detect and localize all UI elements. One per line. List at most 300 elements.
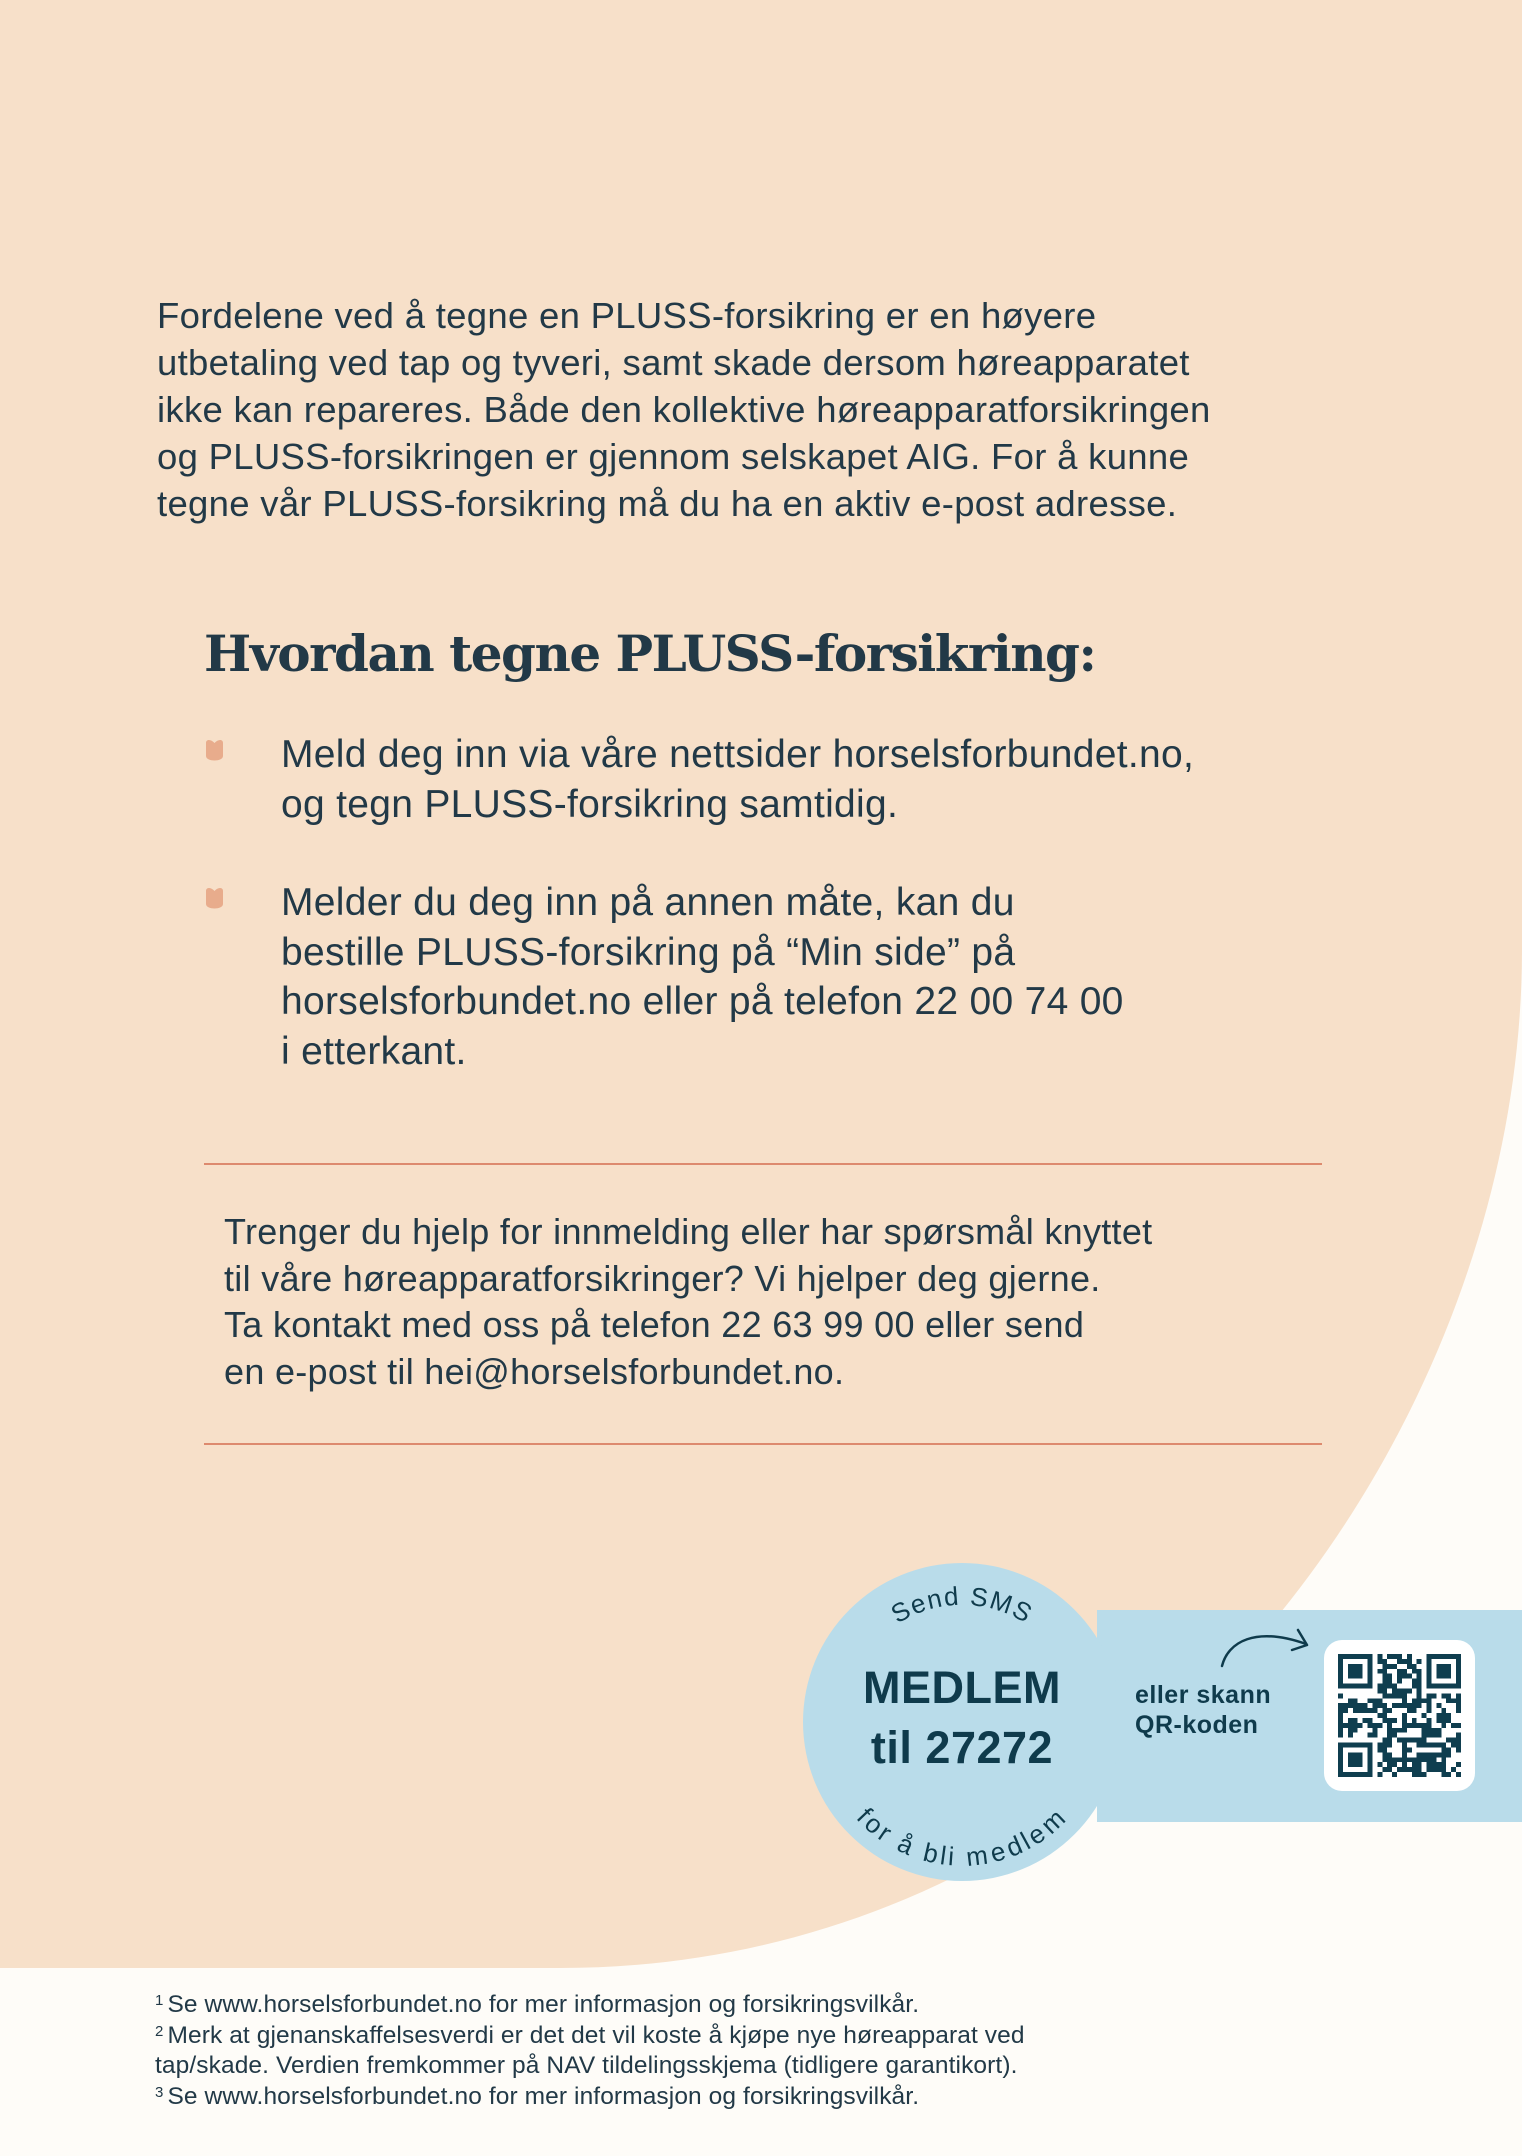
qr-module (1422, 1728, 1427, 1733)
qr-module (1407, 1738, 1412, 1743)
qr-module (1412, 1703, 1417, 1708)
qr-module (1392, 1703, 1397, 1708)
qr-module (1441, 1752, 1446, 1757)
qr-module (1412, 1664, 1417, 1669)
qr-module (1397, 1767, 1402, 1772)
qr-module (1368, 1718, 1373, 1723)
qr-module (1377, 1723, 1382, 1728)
qr-module (1422, 1752, 1427, 1757)
footnote-1 (155, 1990, 1025, 2021)
qr-module (1427, 1767, 1432, 1772)
qr-module (1358, 1703, 1363, 1708)
qr-module (1417, 1659, 1422, 1664)
qr-module (1446, 1772, 1451, 1777)
qr-module (1338, 1772, 1372, 1777)
qr-module (1422, 1772, 1427, 1777)
qr-module (1422, 1733, 1427, 1738)
qr-module (1368, 1733, 1373, 1738)
qr-module (1402, 1698, 1407, 1703)
qr-module (1397, 1659, 1402, 1664)
qr-module (1382, 1688, 1387, 1693)
qr-module (1397, 1693, 1402, 1698)
qr-module (1412, 1718, 1417, 1723)
qr-module (1372, 1698, 1377, 1703)
qr-module (1338, 1703, 1343, 1708)
qr-module (1402, 1669, 1407, 1674)
qr-module (1407, 1767, 1412, 1772)
sms-number: til 27272 (870, 1722, 1054, 1773)
qr-module (1427, 1718, 1432, 1723)
qr-module (1456, 1698, 1461, 1703)
qr-module (1427, 1733, 1432, 1738)
qr-module (1392, 1688, 1397, 1693)
qr-module (1422, 1757, 1427, 1762)
qr-module (1441, 1772, 1446, 1777)
list-item-line: Meld deg inn via våre nettsider horselsforbundet.no, (281, 733, 1195, 776)
intro-line: og PLUSS-forsikringen er gjennom selskapet AIG. For å kunne (157, 436, 1190, 477)
qr-module (1412, 1684, 1417, 1689)
qr-module (1382, 1738, 1387, 1743)
qr-module (1392, 1693, 1397, 1698)
qr-module (1397, 1703, 1402, 1708)
qr-module (1422, 1743, 1427, 1748)
qr-code[interactable] (1324, 1640, 1475, 1791)
qr-module (1402, 1723, 1407, 1728)
qr-module (1412, 1679, 1417, 1684)
scan-line-1: eller skann (1135, 1681, 1272, 1709)
qr-module (1407, 1674, 1412, 1679)
qr-module (1412, 1698, 1417, 1703)
footnote-3 (155, 2082, 1025, 2113)
contact-line: en e-post til hei@horselsforbundet.no. (224, 1350, 845, 1392)
qr-module (1412, 1767, 1417, 1772)
qr-module (1338, 1733, 1343, 1738)
qr-module (1446, 1738, 1451, 1743)
qr-module (1382, 1708, 1387, 1713)
curved-arrow-icon (1210, 1620, 1320, 1676)
qr-module (1402, 1693, 1407, 1698)
qr-module (1436, 1762, 1441, 1767)
qr-module (1392, 1728, 1397, 1733)
qr-module (1451, 1767, 1456, 1772)
qr-module (1456, 1723, 1461, 1728)
intro-line: ikke kan repareres. Både den kollektive høreapparatforsikringen (157, 389, 1211, 430)
qr-module (1402, 1703, 1407, 1708)
qr-module (1402, 1757, 1407, 1762)
list-item-line: og tegn PLUSS-forsikring samtidig. (281, 782, 899, 826)
qr-module (1382, 1743, 1387, 1748)
qr-module (1451, 1743, 1456, 1748)
qr-module (1422, 1698, 1427, 1703)
qr-module (1402, 1718, 1407, 1723)
qr-module (1436, 1713, 1441, 1718)
qr-module (1338, 1713, 1343, 1718)
qr-module (1392, 1654, 1397, 1659)
how-to-list (204, 730, 1194, 1076)
qr-module (1427, 1743, 1432, 1748)
footnotes (155, 1990, 1025, 2112)
footnote-mark: 2 (155, 2022, 164, 2040)
qr-module (1446, 1693, 1451, 1698)
contact-line: til våre høreapparatforsikringer? Vi hjelper deg gjerne. (224, 1257, 1101, 1299)
qr-module (1377, 1747, 1382, 1752)
qr-module (1456, 1654, 1461, 1688)
qr-module (1407, 1654, 1412, 1659)
footnote-mark: 1 (155, 1992, 164, 2009)
qr-module (1348, 1703, 1353, 1708)
qr-module (1436, 1752, 1441, 1757)
qr-module (1436, 1733, 1441, 1738)
qr-module (1412, 1762, 1417, 1767)
qr-module (1343, 1708, 1348, 1713)
qr-module (1456, 1708, 1461, 1713)
footnote-text: Merk at gjenanskaffelsesverdi er det det vil koste å kjøpe nye høreapparat ved (167, 2021, 1025, 2049)
qr-module (1412, 1772, 1417, 1777)
qr-module (1402, 1674, 1407, 1679)
qr-module (1412, 1669, 1417, 1674)
qr-module (1456, 1703, 1461, 1708)
qr-module (1422, 1738, 1427, 1743)
qr-module (1407, 1688, 1412, 1693)
qr-module (1431, 1752, 1436, 1757)
qr-module (1372, 1703, 1377, 1708)
qr-module (1456, 1762, 1461, 1767)
qr-module (1427, 1728, 1432, 1733)
qr-module (1387, 1693, 1392, 1698)
qr-module (1431, 1767, 1436, 1772)
qr-module (1348, 1698, 1353, 1703)
qr-module (1387, 1684, 1392, 1689)
qr-module (1353, 1728, 1358, 1733)
qr-module (1436, 1703, 1441, 1708)
list-item-line: i etterkant. (281, 1029, 467, 1073)
intro-paragraph (157, 292, 1457, 527)
qr-module (1417, 1762, 1422, 1767)
qr-module (1372, 1708, 1377, 1713)
qr-module (1397, 1679, 1402, 1684)
footnote-text: Se www.horselsforbundet.no for mer informasjon og forsikringsvilkår. (167, 1991, 920, 2018)
list-item-line: bestille PLUSS-forsikring på “Min side” på (281, 930, 1016, 974)
qr-module (1402, 1747, 1407, 1752)
qr-module (1417, 1684, 1422, 1689)
qr-module (1446, 1718, 1451, 1723)
qr-module (1387, 1752, 1392, 1757)
qr-module (1372, 1723, 1377, 1728)
qr-module (1407, 1757, 1412, 1762)
qr-module (1417, 1693, 1422, 1698)
qr-module (1377, 1654, 1382, 1659)
qr-module (1417, 1738, 1422, 1743)
qr-code-icon (1338, 1654, 1461, 1777)
qr-module (1441, 1708, 1446, 1713)
qr-module (1392, 1772, 1397, 1777)
qr-module (1382, 1718, 1387, 1723)
qr-module (1402, 1713, 1407, 1718)
qr-module (1417, 1757, 1422, 1762)
qr-module (1387, 1708, 1392, 1713)
qr-module (1407, 1703, 1412, 1708)
qr-module (1382, 1659, 1387, 1664)
qr-module (1441, 1757, 1446, 1762)
qr-module (1451, 1738, 1456, 1743)
list-item-line: horselsforbundet.no eller på telefon 22 00 74 00 (281, 980, 1124, 1023)
qr-module (1412, 1757, 1417, 1762)
qr-module (1427, 1684, 1461, 1689)
qr-module (1387, 1757, 1392, 1762)
divider-top (204, 1163, 1322, 1165)
qr-module (1397, 1669, 1402, 1674)
qr-module (1427, 1708, 1432, 1713)
qr-module (1436, 1718, 1441, 1723)
contact-paragraph (224, 1209, 1152, 1395)
qr-module (1441, 1718, 1446, 1723)
qr-module (1427, 1693, 1432, 1698)
qr-module (1348, 1718, 1353, 1723)
qr-module (1402, 1743, 1407, 1748)
qr-module (1441, 1762, 1446, 1767)
intro-line: tegne vår PLUSS-forsikring må du ha en aktiv e-post adresse. (157, 483, 1178, 524)
qr-module (1368, 1723, 1373, 1728)
qr-module (1382, 1747, 1387, 1752)
qr-module (1417, 1688, 1422, 1693)
qr-module (1451, 1723, 1456, 1728)
qr-module (1338, 1743, 1372, 1748)
qr-module (1353, 1708, 1358, 1713)
intro-line: utbetaling ved tap og tyveri, samt skade dersom høreapparatet (157, 342, 1190, 383)
qr-module (1377, 1698, 1382, 1703)
qr-module (1441, 1723, 1446, 1728)
sms-top-arc-text: Send SMS (885, 1580, 1039, 1630)
qr-module (1387, 1762, 1392, 1767)
qr-module (1441, 1747, 1446, 1752)
qr-module (1422, 1713, 1427, 1718)
qr-module (1402, 1762, 1407, 1767)
qr-module (1402, 1767, 1407, 1772)
qr-module (1382, 1679, 1387, 1684)
qr-module (1363, 1703, 1368, 1708)
qr-module (1446, 1747, 1451, 1752)
qr-module (1407, 1747, 1412, 1752)
qr-module (1382, 1684, 1387, 1689)
qr-module (1392, 1762, 1397, 1767)
qr-module (1338, 1654, 1372, 1659)
qr-module (1417, 1723, 1422, 1728)
qr-module (1387, 1723, 1392, 1728)
qr-module (1392, 1733, 1397, 1738)
qr-module (1387, 1767, 1392, 1772)
qr-module (1377, 1688, 1382, 1693)
qr-module (1441, 1743, 1446, 1748)
qr-module (1397, 1674, 1402, 1679)
qr-module (1427, 1723, 1432, 1728)
qr-module (1441, 1693, 1446, 1698)
qr-module (1338, 1723, 1343, 1728)
qr-module (1387, 1728, 1392, 1733)
qr-module (1348, 1723, 1353, 1728)
qr-module (1402, 1688, 1407, 1693)
qr-module (1431, 1743, 1436, 1748)
qr-module (1417, 1752, 1422, 1757)
intro-line: Fordelene ved å tegne en PLUSS-forsikring er en høyere (157, 295, 1097, 336)
qr-module (1417, 1679, 1422, 1684)
tooth-bullet-icon (204, 739, 225, 763)
qr-module (1387, 1664, 1392, 1669)
qr-module (1417, 1698, 1422, 1703)
qr-module (1353, 1698, 1358, 1703)
footnote-text: tap/skade. Verdien fremkommer på NAV tildelingsskjema (tidligere garantikort). (155, 2052, 1018, 2079)
footnote-mark: 3 (155, 2083, 164, 2101)
qr-module (1417, 1674, 1422, 1679)
contact-line: Trenger du hjelp for innmelding eller har spørsmål knyttet (224, 1211, 1153, 1252)
qr-module (1397, 1757, 1402, 1762)
qr-module (1387, 1733, 1392, 1738)
qr-module (1417, 1767, 1422, 1772)
qr-module (1456, 1743, 1461, 1748)
qr-module (1392, 1718, 1397, 1723)
qr-module (1382, 1664, 1387, 1669)
divider-bottom (204, 1443, 1322, 1445)
contact-line: Ta kontakt med oss på telefon 22 63 99 00 eller send (224, 1304, 1085, 1345)
section-heading: Hvordan tegne PLUSS-forsikring: (204, 624, 1096, 683)
qr-module (1407, 1723, 1412, 1728)
qr-module (1377, 1659, 1382, 1664)
qr-module (1407, 1708, 1412, 1713)
qr-module (1427, 1654, 1432, 1688)
qr-module (1348, 1664, 1363, 1679)
qr-module (1456, 1747, 1461, 1752)
qr-module (1417, 1669, 1422, 1674)
qr-module (1372, 1728, 1377, 1733)
qr-module (1387, 1718, 1392, 1723)
qr-module (1407, 1659, 1412, 1664)
qr-module (1397, 1738, 1402, 1743)
scan-instruction (1135, 1680, 1271, 1740)
qr-module (1456, 1738, 1461, 1743)
qr-module (1397, 1654, 1402, 1659)
qr-module (1436, 1728, 1441, 1733)
qr-module (1338, 1728, 1343, 1733)
qr-module (1456, 1772, 1461, 1777)
qr-module (1348, 1728, 1353, 1733)
qr-module (1402, 1752, 1407, 1757)
footnote-2-continued (155, 2051, 1025, 2082)
qr-module (1353, 1718, 1358, 1723)
qr-module (1368, 1654, 1373, 1688)
qr-module (1377, 1743, 1382, 1748)
list-item-line: Melder du deg inn på annen måte, kan du (281, 881, 1015, 924)
qr-module (1377, 1669, 1382, 1674)
qr-module (1407, 1664, 1412, 1669)
qr-module (1412, 1708, 1417, 1713)
qr-module (1427, 1752, 1432, 1757)
qr-module (1382, 1669, 1387, 1674)
qr-module (1358, 1723, 1363, 1728)
qr-module (1338, 1708, 1343, 1713)
qr-module (1412, 1723, 1417, 1728)
qr-module (1382, 1674, 1387, 1679)
qr-module (1387, 1654, 1392, 1659)
tooth-bullet-icon (204, 887, 225, 911)
qr-module (1392, 1757, 1397, 1762)
qr-module (1397, 1688, 1402, 1693)
qr-module (1353, 1723, 1358, 1728)
qr-module (1402, 1738, 1407, 1743)
qr-module (1363, 1708, 1368, 1713)
qr-module (1372, 1733, 1377, 1738)
sms-bottom-arc-text: for å bli medlem (851, 1801, 1073, 1873)
qr-module (1377, 1703, 1382, 1708)
qr-module (1392, 1664, 1397, 1669)
qr-module (1397, 1728, 1402, 1733)
qr-module (1382, 1713, 1387, 1718)
sms-main-text (803, 1658, 1121, 1778)
qr-module (1377, 1713, 1382, 1718)
qr-module (1456, 1693, 1461, 1698)
qr-module (1387, 1679, 1392, 1684)
qr-module (1387, 1738, 1392, 1743)
qr-module (1436, 1664, 1451, 1679)
qr-module (1348, 1752, 1363, 1767)
qr-module (1363, 1718, 1368, 1723)
qr-module (1368, 1698, 1373, 1703)
qr-module (1456, 1733, 1461, 1738)
qr-module (1377, 1762, 1382, 1767)
qr-module (1417, 1743, 1422, 1748)
qr-module (1427, 1762, 1432, 1767)
qr-module (1431, 1762, 1436, 1767)
qr-module (1427, 1703, 1432, 1708)
qr-module (1387, 1743, 1392, 1748)
qr-module (1338, 1684, 1372, 1689)
list-item (204, 730, 1194, 829)
qr-module (1427, 1757, 1432, 1762)
qr-module (1382, 1757, 1387, 1762)
qr-module (1431, 1733, 1436, 1738)
footnote-2 (155, 2021, 1025, 2052)
qr-module (1446, 1698, 1451, 1703)
qr-module (1338, 1654, 1343, 1688)
qr-module (1387, 1674, 1392, 1679)
qr-module (1417, 1703, 1422, 1708)
qr-module (1382, 1703, 1387, 1708)
qr-module (1441, 1713, 1446, 1718)
qr-module (1417, 1772, 1422, 1777)
qr-module (1358, 1708, 1363, 1713)
qr-module (1446, 1752, 1451, 1757)
qr-module (1338, 1693, 1343, 1698)
qr-module (1382, 1693, 1387, 1698)
qr-module (1382, 1752, 1387, 1757)
qr-module (1348, 1733, 1353, 1738)
qr-module (1382, 1767, 1387, 1772)
qr-module (1368, 1743, 1373, 1777)
qr-module (1338, 1743, 1343, 1777)
qr-module (1377, 1772, 1382, 1777)
qr-module (1377, 1684, 1382, 1689)
qr-module (1368, 1708, 1373, 1713)
qr-module (1436, 1743, 1441, 1748)
qr-module (1431, 1693, 1436, 1698)
qr-module (1427, 1698, 1432, 1703)
qr-module (1431, 1728, 1436, 1733)
list-item (204, 878, 1194, 1076)
qr-module (1446, 1713, 1451, 1718)
qr-module (1412, 1738, 1417, 1743)
footnote-text: Se www.horselsforbundet.no for mer informasjon og forsikringsvilkår. (167, 2082, 920, 2110)
qr-module (1392, 1684, 1397, 1689)
qr-module (1402, 1728, 1407, 1733)
qr-module (1402, 1659, 1407, 1664)
